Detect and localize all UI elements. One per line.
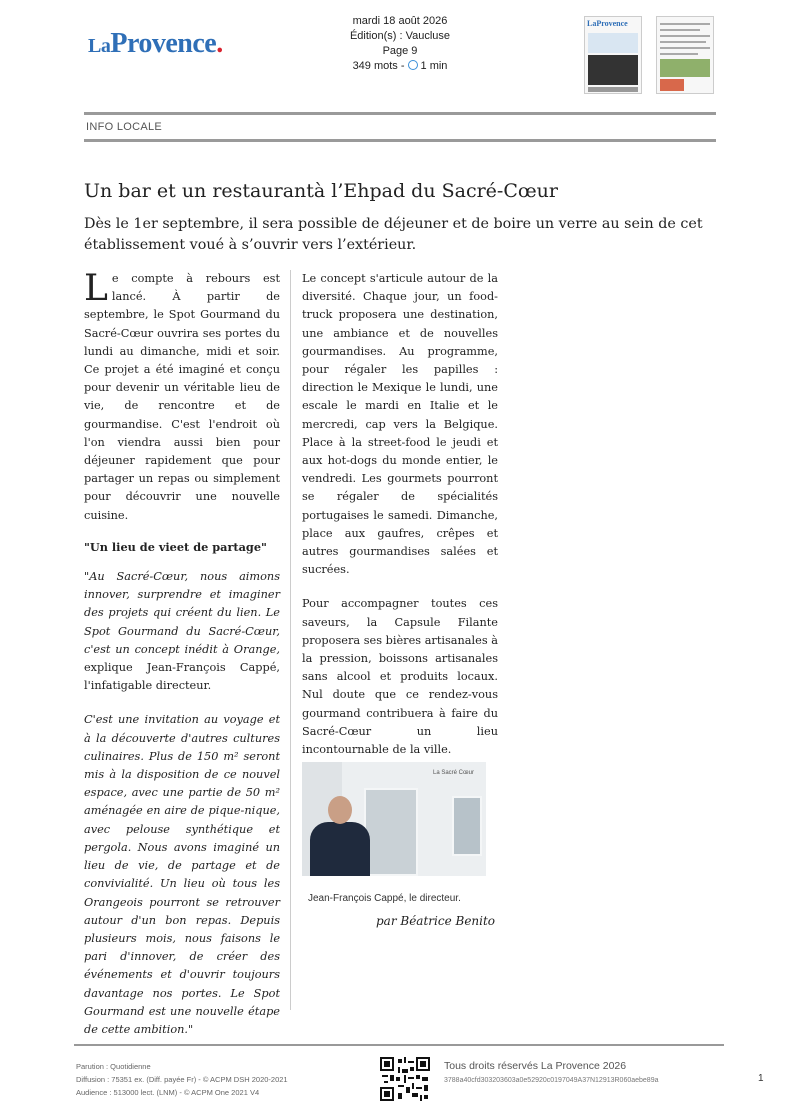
thumbnail-line (660, 47, 710, 49)
thumbnail-block (588, 87, 638, 92)
thumbnail-line (660, 23, 710, 25)
person-head (328, 796, 352, 824)
thumbnail-photo (588, 55, 638, 85)
publication-meta (320, 14, 480, 74)
thumbnail-line (660, 29, 700, 31)
thumbnail-line (660, 35, 710, 37)
intertitle: "Un lieu de vieet de partage" (84, 539, 267, 554)
footer-info (76, 1060, 288, 1099)
read-time: 1 min (420, 60, 448, 72)
edition-label: Édition(s) : Vaucluse (349, 30, 451, 42)
column-divider (290, 270, 291, 1010)
article-title: Un bar et un restaurantà l’Ehpad du Sacré-Cœur (84, 180, 558, 202)
reading-info (320, 59, 480, 74)
document-hash: 3788a40cfd303203603a0e52920c0197049A37N12913R060aebe89a (444, 1077, 659, 1084)
author-byline: par Béatrice Benito (376, 914, 496, 928)
article-subtitle: Dès le 1er septembre, il sera possible de déjeuner et de boire un verre au sein de cet établissement voué à s’ouvrir vers l’extérieur. (84, 216, 703, 253)
thumbnail-logo: LaProvence (587, 19, 628, 28)
qr-code-icon[interactable] (380, 1057, 430, 1101)
section-bottom-rule (84, 139, 716, 142)
intro-paragraph: Le compte à rebours est lancé. À partir de septembre, le Spot Gourmand du Sacré-Cœur ouvrira ses portes du lundi au dimanche, midi et soir. Ce projet a été imaginé et conçu pour devenir un véritable lieu de vie, de rencontre et de gourmandise. C'est l'endroit où l'on viendra aussi bien pour déjeuner rapidement que pour partager un repas ou simplement pour découvrir une nouvelle cuisine. (84, 268, 280, 522)
front-page-thumbnail[interactable] (584, 16, 642, 94)
building-window (452, 796, 482, 856)
photo-caption: Jean-François Cappé, le directeur. (308, 893, 461, 904)
page-number: 1 (758, 1073, 764, 1084)
footer-rule (74, 1044, 724, 1046)
parution-info: Parution : Quotidienne (76, 1062, 151, 1071)
article-column-2 (302, 270, 498, 759)
article-column-1 (84, 270, 280, 1039)
thumbnail-photo (660, 59, 710, 77)
thumbnail-block (588, 33, 638, 53)
copyright-notice: Tous droits réservés La Provence 2026 (444, 1060, 627, 1072)
closing-paragraph: Pour accompagner toutes ces saveurs, la Capsule Filante proposera ses bières artisanales à la pression, boissons artisanales sans alcool et produits locaux. Nul doute que ce rendez-vous gourmand contribuera à faire du Sacré-Cœur un lieu incontournable de la ville. (302, 597, 498, 757)
person-body (310, 822, 370, 876)
concept-paragraph: Le concept s'articule autour de la diversité. Chaque jour, un food-truck proposera une destination, une ambiance et de nouvelles gourmandises. Au programme, pour régaler les papilles : direction le Mexique le lundi, une escale le mardi en Italie et le mercredi, cap vers la Belgique. Place à la street-food le jeudi et aux hot-dogs du monde entier, le vendredi. Les gourmets pourront se régaler de spécialités portugaises le samedi. Dimanche, place aux gaufres, crêpes et autres gourmandises salées et sucrées. (302, 272, 498, 577)
newspaper-logo: LaProvence. (88, 28, 223, 59)
quote-paragraph-2: C'est une invitation au voyage et à la découverte d'autres cultures culinaires. Plus de 150 m² seront mis à la disposition de ce nouvel espace, avec une partie de 50 m² aménagée en aire de pique-nique, avec pelouse synthétique et pergola. Nous avons imaginé un lieu de vie, de partage et de convivialité. Un lieu où tous les Orangeois pourront se retrouver autour d'un bon repas. Depuis plusieurs mois, nous faisons le pari d'innover, de créer des événements et d'ouvrir toujours davantage nos portes. Le Spot Gourmand est une nouvelle étape de cette ambition." (84, 713, 280, 1036)
audience-info: Audience : 513000 lect. (LNM) - © ACPM One 2021 V4 (76, 1088, 260, 1097)
quote-paragraph: "Au Sacré-Cœur, nous aimons innover, surprendre et imaginer des projets qui créent du lien. Le Spot Gourmand du Sacré-Cœur, c'est un concept inédit à Orange, explique Jean-François Cappé, l'infatigable directeur. (84, 570, 280, 693)
thumbnail-line (660, 53, 698, 55)
building-sign: La Sacré Cœur (432, 770, 474, 776)
word-count: 349 mots - (352, 60, 405, 72)
section-label: INFO LOCALE (86, 121, 163, 133)
article-page-thumbnail[interactable] (656, 16, 714, 94)
thumbnail-photo (660, 79, 684, 91)
director-photo[interactable] (302, 762, 486, 876)
section-top-rule (84, 112, 716, 115)
page-label: Page 9 (382, 45, 418, 57)
clock-icon (408, 60, 418, 70)
diffusion-info: Diffusion : 75351 ex. (Diff. payée Fr) - © ACPM DSH 2020-2021 (76, 1075, 288, 1084)
publication-date: mardi 18 août 2026 (352, 15, 448, 27)
drop-cap: L (84, 268, 108, 309)
building-door (364, 788, 418, 876)
thumbnail-line (660, 41, 706, 43)
